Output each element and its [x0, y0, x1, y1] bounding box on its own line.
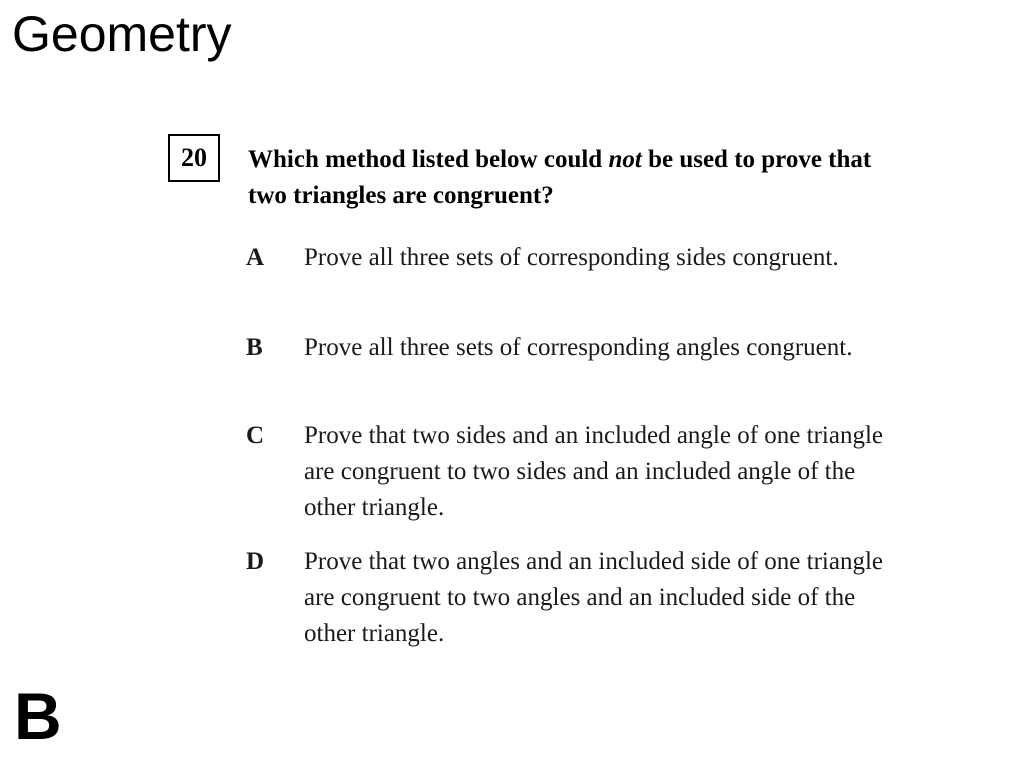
answer-letter: B	[14, 679, 62, 753]
option-letter: D	[246, 548, 265, 575]
option-letter: A	[246, 244, 265, 271]
slide-title: Geometry	[12, 6, 232, 62]
question-stem-start: Which method listed below could	[248, 146, 609, 173]
option-text: Prove all three sets of corresponding sides congruent.	[304, 244, 839, 271]
question-stem-end: be used to prove that two triangles are congruent?	[248, 146, 872, 209]
option-text: Prove that two sides and an included angle of one triangle are congruent to two sides and an included angle of the other triangle.	[304, 422, 884, 521]
option-letter: C	[246, 422, 265, 449]
question-stem-emphasis: not	[608, 146, 642, 173]
option-letter: B	[246, 334, 263, 361]
question-number: 20	[168, 134, 220, 182]
option-text: Prove all three sets of corresponding angles congruent.	[304, 334, 853, 361]
option-text: Prove that two angles and an included side of one triangle are congruent to two angles and an included side of the other triangle.	[304, 548, 884, 647]
question-stem	[248, 142, 888, 214]
